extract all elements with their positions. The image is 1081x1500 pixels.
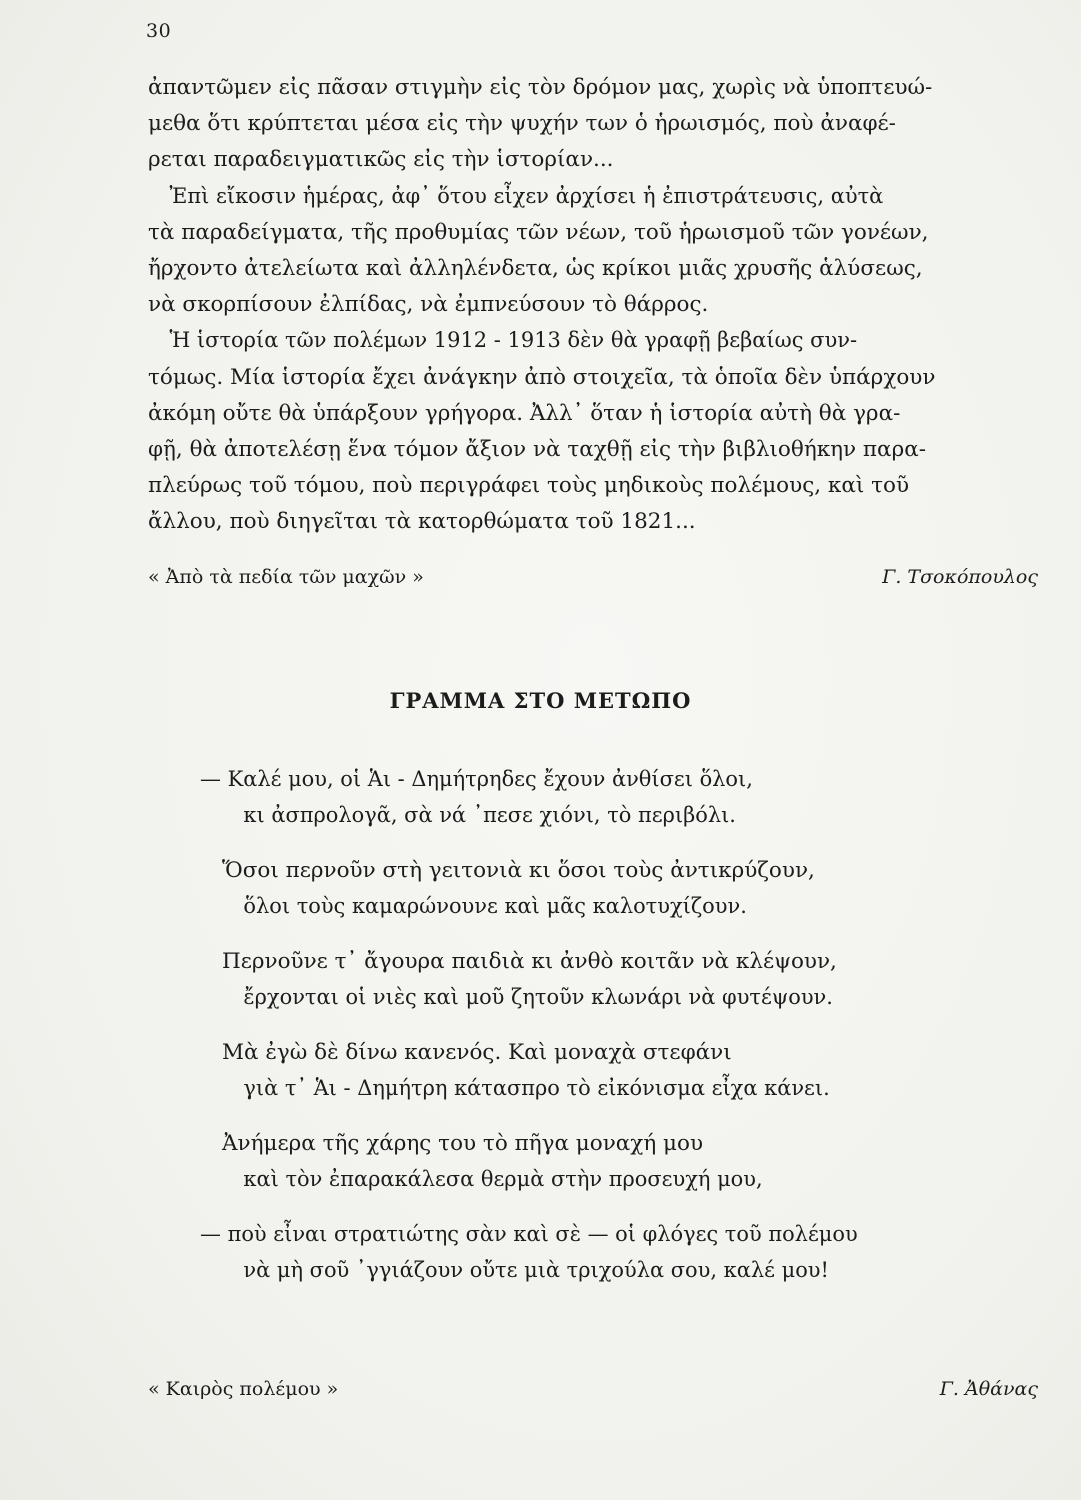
prose-line: Ἡ ἱστορία τῶν πολέμων 1912 - 1913 δὲν θὰ γραφῇ βεβαίως συν- xyxy=(169,328,858,354)
poem-title: ΓΡΑΜΜΑ ΣΤΟ ΜΕΤΩΠΟ xyxy=(389,688,692,713)
poem-stanza xyxy=(222,853,1022,925)
poem-line: ὅλοι τοὺς καμαρώνουνε καὶ μᾶς καλοτυχίζουν. xyxy=(243,894,747,919)
poem-stanza xyxy=(222,1035,1022,1107)
poem-line: καὶ τὸν ἐπαρακάλεσα θερμὰ στὴν προσευχή μου, xyxy=(243,1167,763,1192)
poem-line: — ποὺ εἶναι στρατιώτης σὰν καὶ σὲ — οἱ φλόγες τοῦ πολέμου xyxy=(200,1222,858,1247)
prose-author: Γ. Τσοκόπουλος xyxy=(882,566,1038,588)
poem-line: Μὰ ἐγὼ δὲ δίνω κανενός. Καὶ μοναχὰ στεφάνι xyxy=(222,1040,732,1065)
poem-line: Ἀνήμερα τῆς χάρης του τὸ πῆγα μοναχή μου xyxy=(222,1131,704,1156)
poem-stanza xyxy=(200,762,1022,834)
poem-stanza xyxy=(222,1126,1022,1198)
prose-line: ρεται παραδειγματικῶς εἰς τὴν ἱστορίαν... xyxy=(148,147,614,173)
prose-line: ἤρχοντο ἀτελείωτα καὶ ἀλληλένδετα, ὡς κρίκοι μιᾶς χρυσῆς ἁλύσεως, xyxy=(148,256,923,282)
prose-line: ἀκόμη οὔτε θὰ ὑπάρξουν γρήγορα. Ἀλλ᾽ ὅταν ἡ ἱστορία αὐτὴ θὰ γρα- xyxy=(148,400,901,426)
poem-author: Γ. Ἀθάνας xyxy=(939,1378,1038,1400)
prose-line: πλεύρως τοῦ τόμου, ποὺ περιγράφει τοὺς μηδικοὺς πολέμους, καὶ τοῦ xyxy=(148,473,910,499)
prose-line: τὰ παραδείγματα, τῆς προθυμίας τῶν νέων, τοῦ ἡρωισμοῦ τῶν γονέων, xyxy=(148,219,929,245)
prose-line: νὰ σκορπίσουν ἐλπίδας, νὰ ἐμπνεύσουν τὸ θάρρος. xyxy=(148,292,709,318)
poem xyxy=(200,762,1022,1308)
poem-stanza xyxy=(200,1217,1022,1289)
page-number: 30 xyxy=(146,20,172,42)
prose-source: « Ἀπὸ τὰ πεδία τῶν μαχῶν » xyxy=(148,566,424,588)
prose-line: ἀπαντῶμεν εἰς πᾶσαν στιγμὴν εἰς τὸν δρόμον μας, χωρὶς νὰ ὑποπτευώ- xyxy=(148,75,933,100)
poem-line: νὰ μὴ σοῦ ᾽γγιάζουν οὔτε μιὰ τριχούλα σου, καλέ μου! xyxy=(243,1258,829,1283)
poem-source: « Καιρὸς πολέμου » xyxy=(148,1378,339,1400)
prose-passage xyxy=(148,70,1038,541)
prose-line: μεθα ὅτι κρύπτεται μέσα εἰς τὴν ψυχήν των ὁ ἡρωισμός, ποὺ ἀναφέ- xyxy=(148,111,896,137)
poem-line: Ὅσοι περνοῦν στὴ γειτονιὰ κι ὅσοι τοὺς ἀντικρύζουν, xyxy=(222,858,815,883)
prose-line: τόμως. Μία ἱστορία ἔχει ἀνάγκην ἀπὸ στοιχεῖα, τὰ ὁποῖα δὲν ὑπάρχουν xyxy=(148,364,936,390)
prose-line: Ἐπὶ εἴκοσιν ἡμέρας, ἀφ᾽ ὅτου εἶχεν ἀρχίσει ἡ ἐπιστράτευσις, αὐτὰ xyxy=(169,183,884,209)
poem-line: — Καλέ μου, οἱ Ἁι - Δημήτρηδες ἔχουν ἀνθίσει ὅλοι, xyxy=(200,767,753,792)
poem-stanza xyxy=(222,944,1022,1016)
prose-line: φῇ, θὰ ἀποτελέσῃ ἕνα τόμον ἄξιον νὰ ταχθῇ εἰς τὴν βιβλιοθήκην παρα- xyxy=(148,437,926,463)
poem-line: Περνοῦνε τ᾽ ἄγουρα παιδιὰ κι ἀνθὸ κοιτᾶν νὰ κλέψουν, xyxy=(222,949,837,974)
poem-line: κι ἀσπρολογᾶ, σὰ νά ᾽πεσε χιόνι, τὸ περιβόλι. xyxy=(243,803,736,828)
poem-line: ἔρχονται οἱ νιὲς καὶ μοῦ ζητοῦν κλωνάρι νὰ φυτέψουν. xyxy=(243,985,833,1010)
poem-line: γιὰ τ᾽ Ἁι - Δημήτρη κάτασπρο τὸ εἰκόνισμα εἶχα κάνει. xyxy=(243,1076,830,1101)
prose-line: ἄλλου, ποὺ διηγεῖται τὰ κατορθώματα τοῦ 1821... xyxy=(148,509,696,535)
